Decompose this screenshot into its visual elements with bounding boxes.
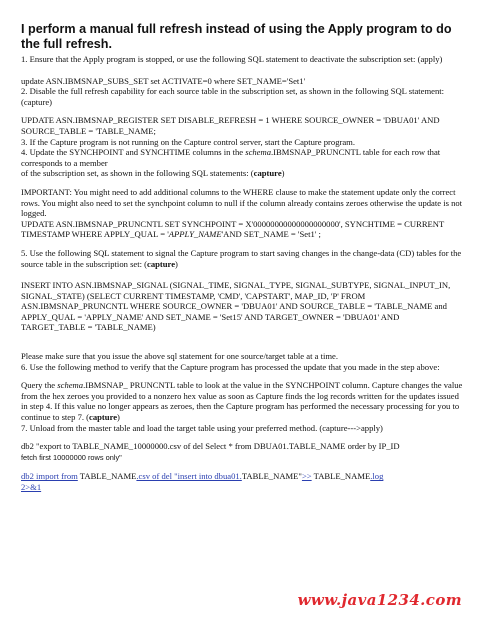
stderr-link[interactable]: 2>&1 xyxy=(21,482,42,492)
sql-insert-signal: INSERT INTO ASN.IBMSNAP_SIGNAL (SIGNAL_TIME, SIGNAL_TYPE, SIGNAL_SUBTYPE, SIGNAL_INPUT_IN, SIGNAL_STATE) (SELECT CURRENT TIMESTAMP, 'CMD', 'CAPSTART', MAP_ID, 'P' FROM ASN.IBMSNAP_PRUNCNTL WHERE SOURCE_OWNER = 'DBUA01' AND SOURCE_TABLE = 'TABLE_NAME and APPLY_QUAL = 'APPLY_NAME' AND SET_NAME = 'Set15' AND TARGET_OWNER = 'DBUA01' AND TARGET_TABLE = 'TABLE_NAME) xyxy=(21,280,451,333)
sql-deactivate-set: update ASN.IBMSNAP_SUBS_SET set ACTIVATE=0 where SET_NAME='Set1' xyxy=(21,75,306,86)
document-page xyxy=(21,22,465,493)
step-3: 3. If the Capture program is not running on the Capture control server, start the Capture program. xyxy=(21,136,356,147)
step-7: 7. Unload from the master table and load the target table using your preferred method. (capture--->apply) xyxy=(21,422,383,433)
csv-link[interactable]: .csv of del "insert into dbua01. xyxy=(136,471,242,482)
sql-disable-refresh: UPDATE ASN.IBMSNAP_REGISTER SET DISABLE_REFRESH = 1 WHERE SOURCE_OWNER = 'DBUA01' AND SOURCE_TABLE = 'TABLE_NAME; xyxy=(21,115,440,136)
important-note: IMPORTANT: You might need to add additional columns to the WHERE clause to make the statement update only the correct rows. You might also need to set the synchpoint column to null if the column already contains zeroes otherwise the update is not logged. xyxy=(21,186,463,219)
redirect-link[interactable]: >> xyxy=(301,471,312,482)
db2-export-command: db2 "export to TABLE_NAME_10000000.csv of del Select * from DBUA01.TABLE_NAME order by IP_ID fetch first 10000000 rows only" xyxy=(21,441,400,462)
note-one-table: Please make sure that you issue the above sql statement for one source/target table at a time. xyxy=(21,351,338,362)
step-5: 5. Use the following SQL statement to signal the Capture program to start saving changes in the change-data (CD) tables for the source table in the subscription set: (capture) xyxy=(21,247,462,269)
import-link[interactable]: db2 import from xyxy=(21,471,78,482)
query-instructions: Query the schema.IBMSNAP_ PRUNCNTL table to look at the value in the SYNCHPOINT column. Capture changes the value from the hex zeroes you provided to a nonzero hex value as soon as Capture finds the log records written for the updates issued in step 4. If this value no longer appears as zeroes, then the Capture program has performed the necessary processing for you to continue to step 7. (capture) xyxy=(21,380,463,423)
step-1: 1. Ensure that the Apply program is stopped, or use the following SQL statement to deactivate the subscription set: (apply) xyxy=(21,54,443,64)
watermark: www.java1234.com xyxy=(297,591,462,609)
step-4: 4. Update the SYNCHPOINT and SYNCHTIME columns in the schema.IBMSNAP_PRUNCNTL table for each row that corresponds to a member of the subscription set, as shown in the following SQL statements: (capture) xyxy=(21,147,441,179)
page-title: I perform a manual full refresh instead of using the Apply program to do the full refresh. xyxy=(21,22,452,51)
log-link[interactable]: .log xyxy=(370,471,384,482)
db2-import-command: db2 import from TABLE_NAME.csv of del "insert into dbua01.TABLE_NAME">> TABLE_NAME.log 2>&1 xyxy=(21,471,384,492)
step-6: 6. Use the following method to verify that the Capture program has processed the update that you made in the step above: xyxy=(21,361,440,372)
step-2: 2. Disable the full refresh capability for each source table in the subscription set, as shown in the following SQL statement: (capture) xyxy=(21,86,445,107)
sql-update-pruncntl: UPDATE ASN.IBMSNAP_PRUNCNTL SET SYNCHPOINT = X'00000000000000000000', SYNCHTIME = CURRENT TIMESTAMP WHERE APPLY_QUAL = 'APPLY_NAME'AND SET_NAME = 'Set1' ; xyxy=(21,218,445,240)
